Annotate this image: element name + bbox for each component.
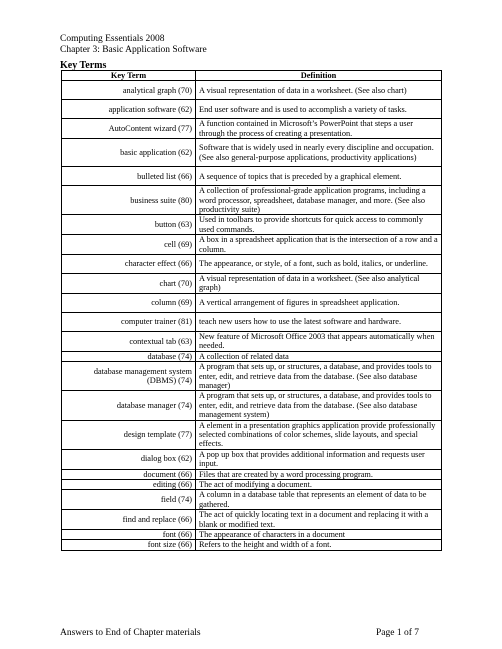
table-row xyxy=(62,274,442,294)
table-row xyxy=(62,186,442,215)
column-header-definition: Definition xyxy=(196,71,442,81)
definition-cell: A function contained in Microsoft’s PowerPoint that steps a user through the process of creating a presentation. xyxy=(196,119,442,139)
definition-cell: A element in a presentation graphics application provide professionally selected combinations of color schemes, slide layouts, and special effects. xyxy=(196,420,442,449)
table-row xyxy=(62,167,442,186)
key-term-cell: computer trainer (81) xyxy=(62,312,196,331)
definition-cell: A pop up box that provides additional information and requests user input. xyxy=(196,449,442,469)
key-term-cell: chart (70) xyxy=(62,274,196,294)
table-row xyxy=(62,255,442,274)
key-term-cell: analytical graph (70) xyxy=(62,81,196,100)
table-row xyxy=(62,331,442,351)
table-row xyxy=(62,119,442,139)
key-term-cell: character effect (66) xyxy=(62,255,196,274)
key-term-cell: document (66) xyxy=(62,469,196,479)
definition-cell: A box in a spreadsheet application that is the intersection of a row and a column. xyxy=(196,235,442,255)
table-row xyxy=(62,293,442,312)
key-term-cell: font size (66) xyxy=(62,540,196,550)
definition-cell: The act of modifying a document. xyxy=(196,479,442,489)
table-row xyxy=(62,235,442,255)
definition-cell: Software that is widely used in nearly every discipline and occupation. (See also general-purpose applications, productivity applications) xyxy=(196,139,442,167)
definition-cell: The appearance, or style, of a font, such as bold, italics, or underline. xyxy=(196,255,442,274)
key-terms-table xyxy=(61,70,442,551)
definition-cell: Refers to the height and width of a font. xyxy=(196,540,442,550)
table-row xyxy=(62,469,442,479)
definition-cell: Used in toolbars to provide shortcuts for quick access to commonly used commands. xyxy=(196,215,442,235)
key-term-cell: database manager (74) xyxy=(62,391,196,420)
definition-cell: A visual representation of data in a worksheet. (See also chart) xyxy=(196,81,442,100)
definition-cell: A collection of related data xyxy=(196,351,442,361)
key-term-cell: font (66) xyxy=(62,530,196,540)
table-row xyxy=(62,449,442,469)
column-header-key-term: Key Term xyxy=(62,71,196,81)
definition-cell: Files that are created by a word processing program. xyxy=(196,469,442,479)
table-row xyxy=(62,530,442,540)
section-title: Key Terms xyxy=(60,60,107,71)
table-row xyxy=(62,362,442,391)
key-term-cell: database management system (DBMS) (74) xyxy=(62,362,196,391)
key-term-cell: editing (66) xyxy=(62,479,196,489)
definition-cell: teach new users how to use the latest software and hardware. xyxy=(196,312,442,331)
table-row xyxy=(62,139,442,167)
document-header-title: Computing Essentials 2008 xyxy=(60,34,165,44)
definition-cell: A column in a database table that represents an element of data to be gathered. xyxy=(196,490,442,510)
table-row xyxy=(62,215,442,235)
table-row xyxy=(62,420,442,449)
table-header-row xyxy=(62,71,442,81)
definition-cell: The act of quickly locating text in a document and replacing it with a blank or modified text. xyxy=(196,510,442,530)
definition-cell: The appearance of characters in a document xyxy=(196,530,442,540)
definition-cell: A visual representation of data in a worksheet. (See also analytical graph) xyxy=(196,274,442,294)
key-term-cell: business suite (80) xyxy=(62,186,196,215)
key-term-cell: dialog box (62) xyxy=(62,449,196,469)
key-term-cell: button (63) xyxy=(62,215,196,235)
document-header-chapter: Chapter 3: Basic Application Software xyxy=(60,45,207,55)
table-row xyxy=(62,312,442,331)
footer-left: Answers to End of Chapter materials xyxy=(60,628,201,638)
table-row xyxy=(62,540,442,550)
key-term-cell: contextual tab (63) xyxy=(62,331,196,351)
key-term-cell: find and replace (66) xyxy=(62,510,196,530)
table-row xyxy=(62,351,442,361)
key-terms-body xyxy=(62,81,442,550)
key-term-cell: AutoContent wizard (77) xyxy=(62,119,196,139)
table-row xyxy=(62,100,442,119)
definition-cell: A sequence of topics that is preceded by a graphical element. xyxy=(196,167,442,186)
table-row xyxy=(62,490,442,510)
key-term-cell: cell (69) xyxy=(62,235,196,255)
table-row xyxy=(62,510,442,530)
definition-cell: A vertical arrangement of figures in spreadsheet application. xyxy=(196,293,442,312)
definition-cell: End user software and is used to accomplish a variety of tasks. xyxy=(196,100,442,119)
key-term-cell: basic application (62) xyxy=(62,139,196,167)
key-term-cell: design template (77) xyxy=(62,420,196,449)
key-term-cell: database (74) xyxy=(62,351,196,361)
definition-cell: A collection of professional-grade application programs, including a word processor, spreadsheet, database manager, and more. (See also productivity suite) xyxy=(196,186,442,215)
key-term-cell: field (74) xyxy=(62,490,196,510)
definition-cell: New feature of Microsoft Office 2003 that appears automatically when needed. xyxy=(196,331,442,351)
definition-cell: A program that sets up, or structures, a database, and provides tools to enter, edit, and retrieve data from the database. (See also database manager) xyxy=(196,362,442,391)
key-term-cell: column (69) xyxy=(62,293,196,312)
definition-cell: A program that sets up, or structures, a database, and provides tools to enter, edit, and retrieve data from the database. (See also database management system) xyxy=(196,391,442,420)
table-row xyxy=(62,391,442,420)
footer-page-number: Page 1 of 7 xyxy=(376,628,420,638)
table-row xyxy=(62,81,442,100)
table-row xyxy=(62,479,442,489)
key-term-cell: application software (62) xyxy=(62,100,196,119)
key-term-cell: bulleted list (66) xyxy=(62,167,196,186)
